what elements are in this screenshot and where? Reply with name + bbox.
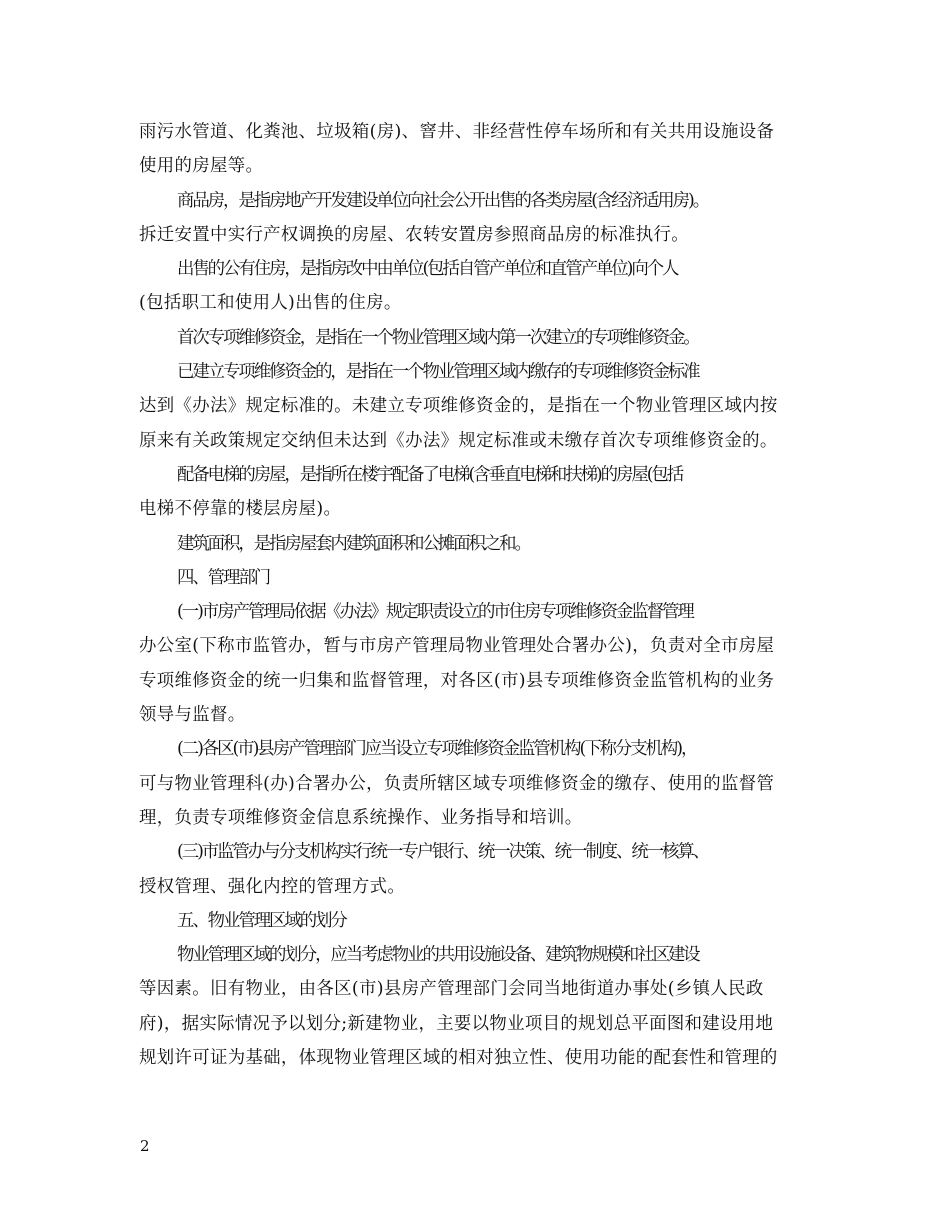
text-line: 四、管理部门 bbox=[177, 567, 270, 588]
text-line: 使用的房屋等。 bbox=[139, 156, 264, 177]
text-line: (三)市监管办与分支机构实行统一专户银行、统一决策、统一制度、统一核算、 bbox=[177, 842, 709, 863]
text-line: (二)各区(市)县房产管理部门应当设立专项维修资金监管机构(下称分支机构)， bbox=[177, 739, 697, 760]
text-line: (包括职工和使用人)出售的住房。 bbox=[139, 293, 402, 314]
text-line: 领导与监督。 bbox=[139, 705, 246, 726]
text-line: 电梯不停靠的楼层房屋)。 bbox=[139, 499, 342, 520]
text-line: 办公室(下称市监管办，暂与市房产管理局物业管理处合署办公)，负责对全市房屋 bbox=[139, 636, 775, 657]
text-line: 规划许可证为基础，体现物业管理区域的相对独立性、使用功能的配套性和管理的 bbox=[139, 1048, 778, 1069]
text-line: 原来有关政策规定交纳但未达到《办法》规定标准或未缴存首次专项维修资金的。 bbox=[139, 430, 778, 451]
text-line: 拆迁安置中实行产权调换的房屋、农转安置房参照商品房的标准执行。 bbox=[139, 224, 689, 245]
text-line: 可与物业管理科(办)合署办公，负责所辖区域专项维修资金的缴存、使用的监督管 bbox=[139, 773, 775, 794]
text-line: 等因素。旧有物业，由各区(市)县房产管理部门会同当地街道办事处(乡镇人民政 bbox=[139, 979, 764, 1000]
text-line: 雨污水管道、化粪池、垃圾箱(房)、窨井、非经营性停车场所和有关共用设施设备 bbox=[139, 122, 775, 142]
text-line: 物业管理区域的划分，应当考虑物业的共用设施设备、建筑物规模和社区建设 bbox=[177, 945, 699, 966]
text-line: 商品房，是指房地产开发建设单位向社会公开出售的各类房屋(含经济适用房)。 bbox=[177, 190, 709, 211]
text-line: 理，负责专项维修资金信息系统操作、业务指导和培训。 bbox=[139, 807, 583, 828]
text-line: 府)，据实际情况予以划分;新建物业，主要以物业项目的规划总平面图和建设用地 bbox=[139, 1013, 774, 1034]
text-line: 配备电梯的房屋，是指所在楼宇配备了电梯(含垂直电梯和扶梯)的房屋(包括 bbox=[177, 464, 683, 485]
text-line: 达到《办法》规定标准的。未建立专项维修资金的，是指在一个物业管理区域内按 bbox=[139, 396, 778, 417]
text-line: 五、物业管理区域的划分 bbox=[177, 910, 346, 931]
text-line: 专项维修资金的统一归集和监督管理，对各区(市)县专项维修资金监管机构的业务 bbox=[139, 670, 775, 691]
text-line: 建筑面积，是指房屋套内建筑面积和公摊面积之和。 bbox=[177, 533, 530, 554]
page-number: 2 bbox=[140, 1137, 150, 1155]
text-line: 已建立专项维修资金的，是指在一个物业管理区域内缴存的专项维修资金标准 bbox=[177, 362, 699, 383]
document-body bbox=[139, 115, 825, 1075]
text-line: 授权管理、强化内控的管理方式。 bbox=[139, 876, 406, 897]
text-line: (一)市房产管理局依据《办法》规定职责设立的市住房专项维修资金监督管理 bbox=[177, 602, 693, 623]
text-line: 出售的公有住房，是指房改中由单位(包括自管产单位和直管产单位)向个人 bbox=[177, 259, 678, 280]
text-line: 首次专项维修资金，是指在一个物业管理区域内第一次建立的专项维修资金。 bbox=[177, 327, 699, 348]
